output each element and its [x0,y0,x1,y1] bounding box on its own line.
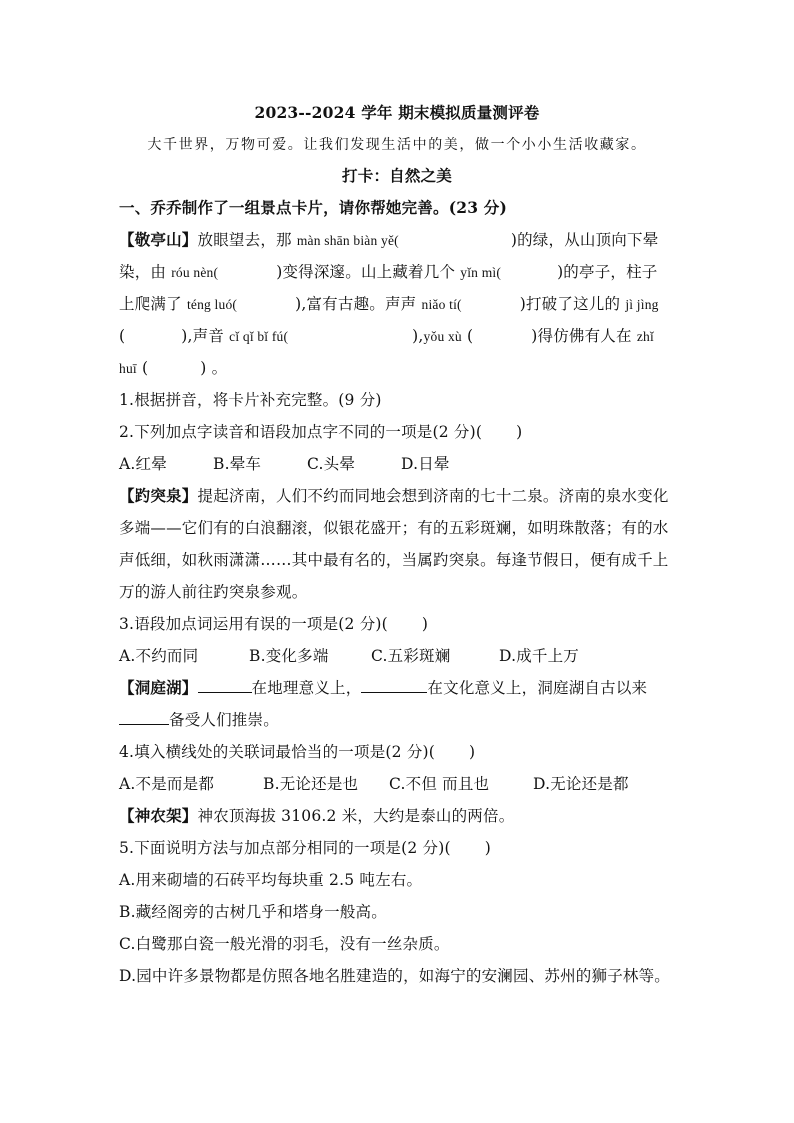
section-subtitle: 打卡：自然之美 [342,166,452,185]
question-4 [119,740,475,762]
pinyin-prompt: jì jìng [625,297,659,312]
question-stem: 3.语段加点词运用有误的一项是(2 分)( [119,615,388,633]
question-stem-close: ) [469,743,476,761]
card4-line1 [119,804,514,826]
option-d[interactable]: D.日晕 [401,455,450,473]
question-stem-close: ) [516,423,523,441]
question-5 [119,836,491,858]
card1-text: ),声音 [181,327,230,345]
exam-title: 2023--2024 学年 期末模拟质量测评卷 [254,103,540,122]
option-c[interactable]: C.五彩斑斓 [371,647,451,665]
card1-text: )得仿佛有人在 [531,327,637,345]
card1-text: )变得深邃。山上藏着几个 [276,263,461,281]
card3-tag: 【洞庭湖】 [119,678,198,697]
option-b[interactable]: B.无论还是也 [263,775,359,793]
option-b[interactable]: B.藏经阁旁的古树几乎和塔身一般高。 [119,903,387,921]
card4-tag: 【神农架】 [119,806,198,825]
question-2 [119,420,522,442]
card2-line3: 声低细，如秋雨潇潇……其中最有名的，当属趵突泉。每逢节假日，便有成千上 [119,551,669,569]
section-heading: 一、乔乔制作了一组景点卡片，请你帮她完善。(23 分) [119,198,508,217]
card1-text: 染，由 [119,263,172,281]
question-3 [119,612,428,634]
card1-tag: 【敬亭山】 [119,230,198,249]
card1-line2 [119,260,658,282]
option-c[interactable]: C.白鹭那白瓷一般光滑的羽毛，没有一丝杂质。 [119,935,450,953]
card1-text: ) 。 [200,359,228,377]
card3-text: 在文化意义上，洞庭湖自古以来 [427,679,648,697]
pinyin-prompt: huī [119,361,137,376]
option-d[interactable]: D.园中许多景物都是仿照各地名胜建造的，如海宁的安澜园、苏州的狮子林等。 [119,967,671,985]
card2-line1 [119,484,669,506]
card1-text: ( [461,327,474,345]
pinyin-prompt: màn shān biàn yě( [296,233,399,248]
card1-line4 [119,324,654,346]
card1-text: )的绿，从山顶向下晕 [510,231,659,249]
option-b[interactable]: B.晕车 [213,455,262,473]
question-stem: 2.下列加点字读音和语段加点字不同的一项是(2 分)( [119,423,483,441]
card1-text: ), [412,327,424,345]
card1-text: ( [119,327,126,345]
card1-text: )打破了这儿的 [519,295,626,313]
question-stem-close: ) [421,615,429,633]
option-c[interactable]: C.不但 而且也 [389,775,490,793]
question-1: 1.根据拼音，将卡片补充完整。(9 分) [119,391,382,409]
card4-text: 神农顶海拔 3106.2 米，大约是泰山的两倍。 [197,807,515,825]
question-3-options [119,644,579,666]
card3-text: 备受人们推崇。 [169,711,279,729]
card3-line1 [119,676,647,698]
card2-line4: 万的游人前往趵突泉参观。 [119,583,308,601]
card3-text: 在地理意义上， [251,679,362,697]
card2-text: 提起济南，人们不约而同地会想到济南的七十二泉。济南的泉水变化 [197,487,669,505]
question-stem: 5.下面说明方法与加点部分相同的一项是(2 分)( [119,839,451,857]
question-2-options [119,452,450,474]
pinyin-prompt: niǎo tí( [421,297,462,312]
pinyin-prompt: yǒu xù [423,329,462,344]
card2-line2: 多端——它们有的白浪翻滚，似银花盛开；有的五彩斑斓，如明珠散落；有的水 [119,519,669,537]
card1-line3 [119,292,659,314]
card1-text: )的亭子，柱子 [557,263,658,281]
question-4-options [119,772,629,794]
card1-text: ( [136,359,149,377]
option-c[interactable]: C.头晕 [307,455,356,473]
exam-motto: 大千世界，万物可爱。让我们发现生活中的美，做一个小小生活收藏家。 [147,137,647,153]
card1-text: 放眼望去，那 [197,231,297,249]
card1-text: 上爬满了 [119,295,187,313]
option-d[interactable]: D.成千上万 [499,647,580,665]
card3-line2 [119,708,279,730]
fill-line[interactable] [198,678,252,693]
option-b[interactable]: B.变化多端 [249,647,329,665]
card1-line5 [119,356,227,378]
option-a[interactable]: A.红晕 [119,455,167,473]
pinyin-prompt: zhǐ [636,329,654,344]
card1-text: ),富有古趣。声声 [295,295,422,313]
option-a[interactable]: A.不是而是都 [119,775,215,793]
option-a[interactable]: A.用来砌墙的石砖平均每块重 2.5 吨左右。 [119,871,423,889]
option-d[interactable]: D.无论还是都 [533,775,629,793]
pinyin-prompt: róu nèn( [171,265,219,280]
option-a[interactable]: A.不约而同 [119,647,199,665]
question-stem: 4.填入横线处的关联词最恰当的一项是(2 分)( [119,743,436,761]
question-stem-close: ) [484,839,491,857]
pinyin-prompt: yǐn mì( [460,265,502,280]
card1-line1 [119,228,658,250]
pinyin-prompt: cǐ qǐ bǐ fú( [229,329,289,344]
fill-line[interactable] [361,678,427,693]
pinyin-prompt: téng luó( [186,297,238,312]
card2-tag: 【趵突泉】 [119,486,198,505]
fill-line[interactable] [119,710,169,725]
